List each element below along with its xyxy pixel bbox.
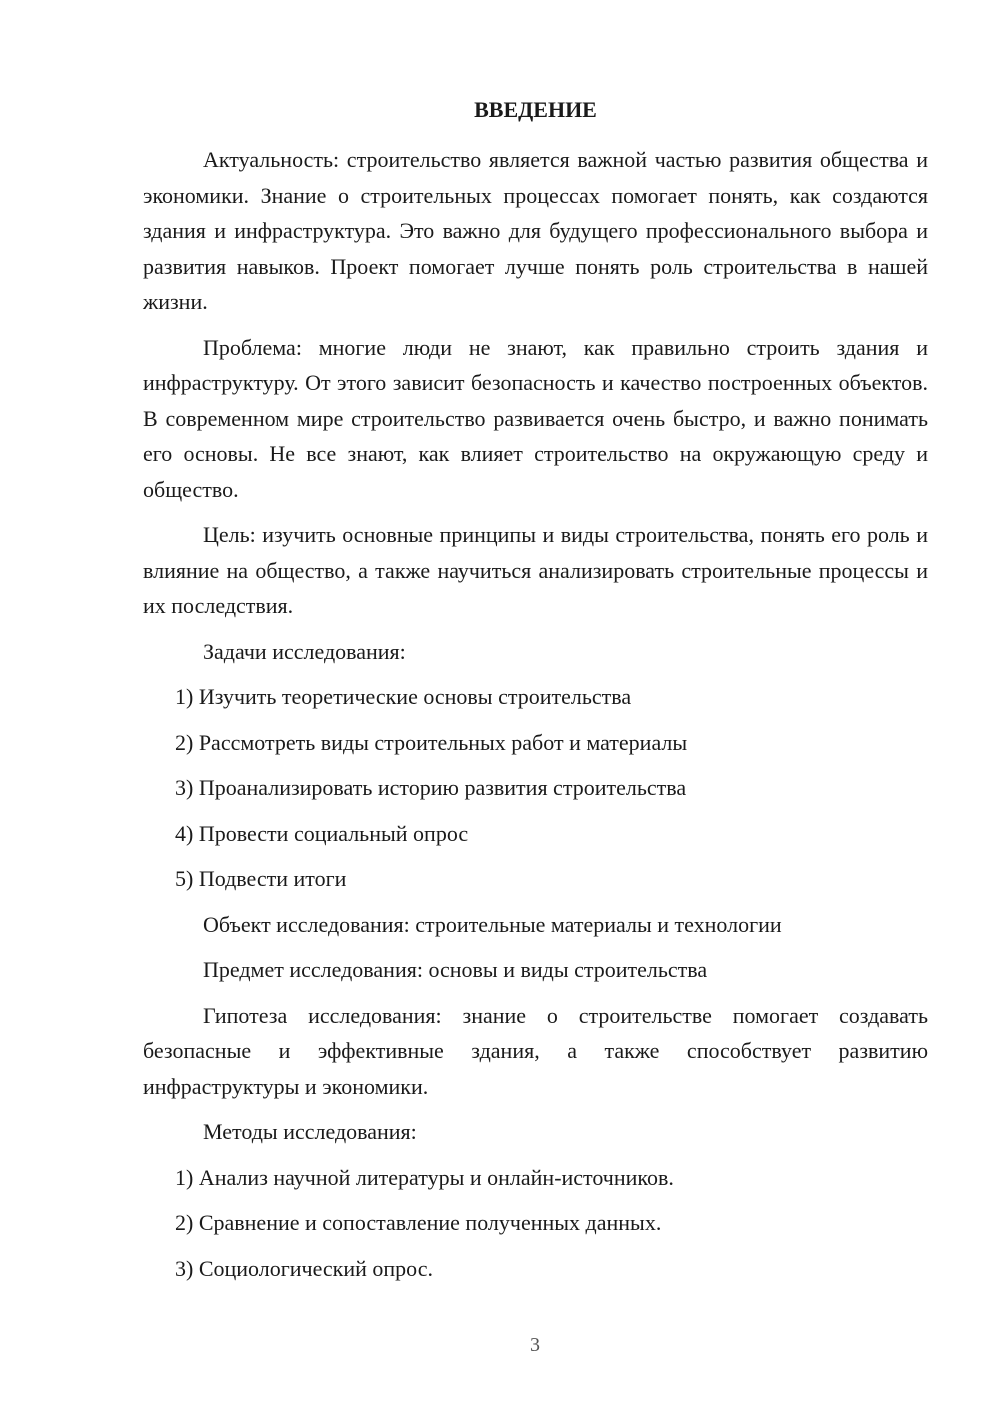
problem-paragraph: Проблема: многие люди не знают, как правильно строить здания и инфраструктуру. От этого зависит безопасность и качество построенных объектов. В современном мире строительство развивается очень быстро, и важно понимать его основы. Не все знают, как влияет строительство на окружающую среду и общество. [143,334,928,502]
page-number: 3 [530,1334,540,1356]
page-content [143,94,928,1296]
method-item-1: 1) Анализ научной литературы и онлайн-источников. [175,1164,674,1190]
relevance-paragraph: Актуальность: строительство является важной частью развития общества и экономики. Знание о строительных процессах помогает понять, как создаются здания и инфраструктура. Это важно для будущего профессионального выбора и развития навыков. Проект помогает лучше понять роль строительства в нашей жизни. [143,147,928,314]
research-subject: Предмет исследования: основы и виды строительства [203,957,708,982]
task-item-4: 4) Провести социальный опрос [175,820,469,846]
methods-label: Методы исследования: [203,1119,417,1144]
method-item-2: 2) Сравнение и сопоставление полученных данных. [175,1210,662,1235]
method-item-3: 3) Социологический опрос. [175,1255,433,1281]
task-item-1: 1) Изучить теоретические основы строительства [175,684,632,709]
task-item-2: 2) Рассмотреть виды строительных работ и материалы [175,729,688,755]
goal-paragraph: Цель: изучить основные принципы и виды строительства, понять его роль и влияние на общество, а также научиться анализировать строительные процессы и их последствия. [143,522,928,618]
task-item-5: 5) Подвести итоги [175,866,347,891]
tasks-label: Задачи исследования: [203,638,406,664]
section-heading: ВВЕДЕНИЕ [474,97,597,122]
hypothesis-paragraph: Гипотеза исследования: знание о строительстве помогает создавать безопасные и эффективные здания, а также способствует развитию инфраструктуры и экономики. [143,1002,928,1099]
task-item-3: 3) Проанализировать историю развития строительства [175,775,687,800]
research-object: Объект исследования: строительные материалы и технологии [203,911,782,937]
